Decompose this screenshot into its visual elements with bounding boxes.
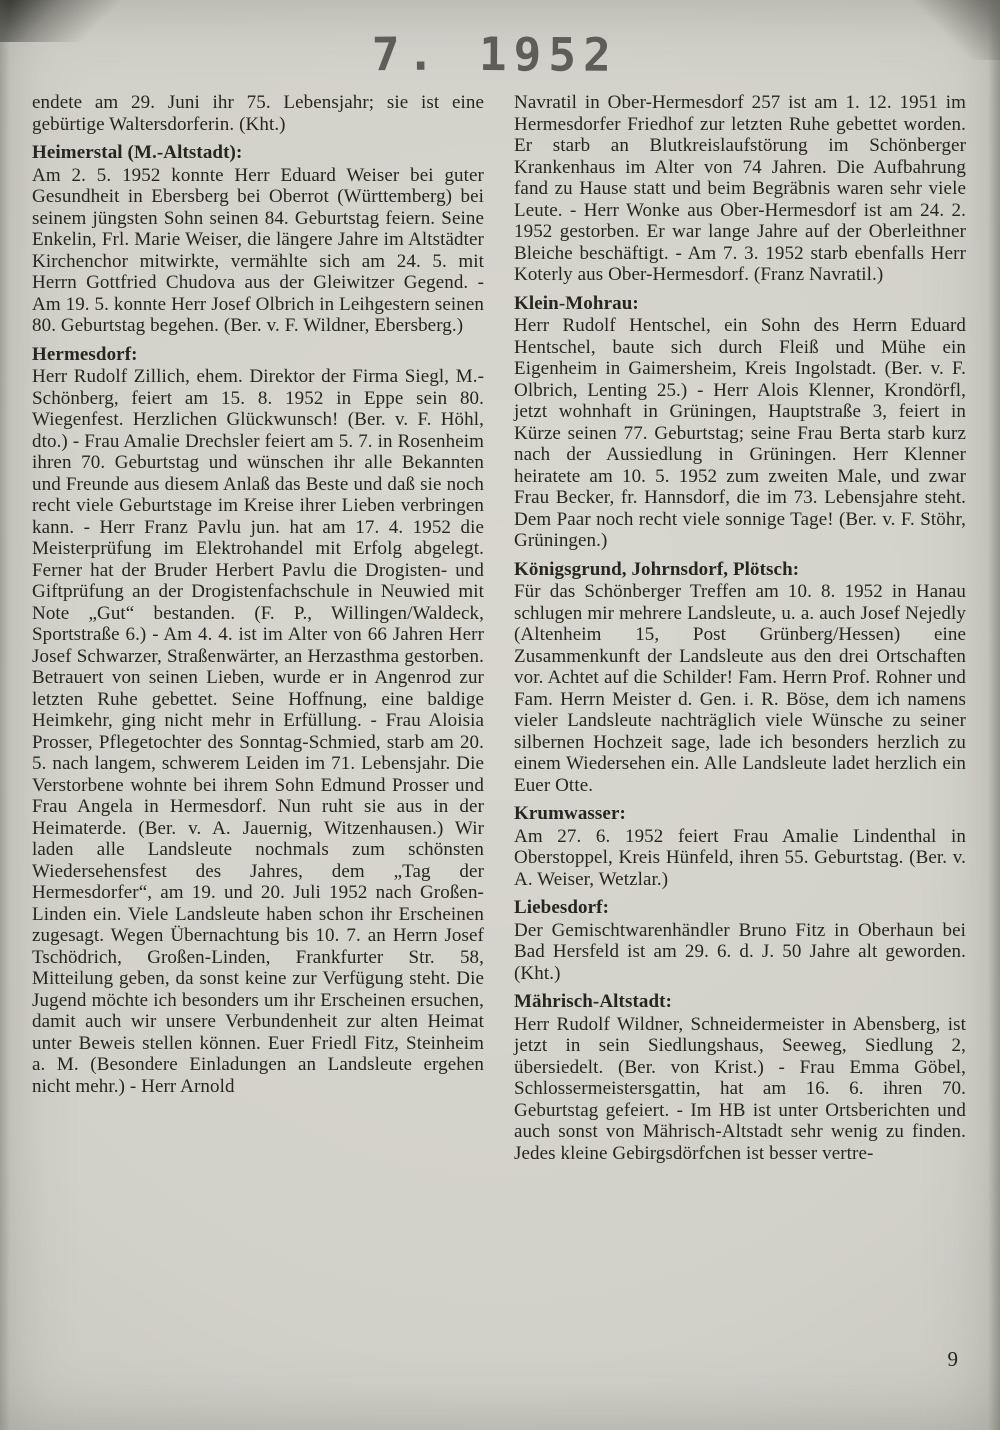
column-right	[514, 92, 966, 1165]
stamp-issue-number: 7.	[371, 26, 442, 82]
paragraph: Am 27. 6. 1952 feiert Frau Amalie Lindenthal in Oberstoppel, Kreis Hünfeld, ihren 55. Geburtstag. (Ber. v. A. Weiser, Wetzlar.)	[514, 825, 966, 890]
section-heading: Krumwasser:	[514, 803, 626, 824]
paragraph: Der Gemischtwarenhändler Bruno Fitz in Oberhaun bei Bad Hersfeld ist am 29. 6. d. J. 50 Jahre alt geworden. (Kht.)	[514, 919, 966, 984]
scan-shadow-left-edge	[0, 0, 10, 1430]
section-heading: Heimerstal (M.-Altstadt):	[32, 142, 243, 163]
section-heading: Königsgrund, Johrnsdorf, Plötsch:	[514, 558, 800, 580]
section-heading: Hermesdorf:	[32, 343, 138, 365]
section-heading: Klein-Mohrau:	[514, 292, 639, 314]
paragraph: Herr Rudolf Hentschel, ein Sohn des Herrn Eduard Hentschel, baute sich durch Fleiß und Mühe ein Eigenheim in Gaimersheim, Kreis Ingolstadt. (Ber. v. F. Olbrich, Lenting 25.) - Herr Alois Klenner, Krondörfl, jetzt wohnhaft in Grüningen, Hauptstraße 3, feiert in Kürze seinen 77. Geburtstag; seine Frau Berta starb kurz nach der Aussiedlung in Grüningen. Herr Klenner heiratete am 10. 5. 1952 zum zweiten Male, und zwar Frau Becker, fr. Hannsdorf, die im 73. Lebensjahre steht. Dem Paar noch recht viele sonnige Tage! (Ber. v. F. Stöhr, Grüningen.)	[514, 315, 966, 551]
section-heading: Liebesdorf:	[514, 897, 610, 918]
section-heading: Mährisch-Altstadt:	[514, 991, 673, 1012]
page-number: 9	[947, 1347, 958, 1371]
scan-shadow-right-edge	[988, 0, 1000, 1430]
paragraph: Am 2. 5. 1952 konnte Herr Eduard Weiser bei guter Gesundheit in Ebersberg bei Oberrot (Württemberg) bei seinem jüngsten Sohn seinen 84. Geburtstag feiern. Seine Enkelin, Frl. Marie Weiser, die längere Jahre im Altstädter Kirchenchor mitwirkte, vermählte sich am 24. 5. mit Herrn Gottfried Chudova aus der Gleiwitzer Gegend. - Am 19. 5. konnte Herr Josef Olbrich in Leihgestern seinen 80. Geburtstag begehen. (Ber. v. F. Wildner, Ebersberg.)	[32, 164, 484, 336]
paragraph: Herr Rudolf Wildner, Schneidermeister in Abensberg, ist jetzt in sein Siedlungshaus, Seeweg, Siedlung 2, übersiedelt. (Ber. von Krist.) - Frau Emma Göbel, Schlossermeistersgattin, hat am 16. 6. ihren 70. Geburtstag gefeiert. - Im HB ist unter Ortsberichten und auch sonst von Mährisch-Altstadt sehr wenig zu finden. Jedes kleine Gebirgsdörfchen ist besser vertre-	[514, 1013, 966, 1164]
paragraph: endete am 29. Juni ihr 75. Lebensjahr; sie ist eine gebürtige Waltersdorferin. (Kht.)	[32, 92, 484, 135]
text-columns	[32, 92, 966, 1165]
paragraph: Für das Schönberger Treffen am 10. 8. 1952 in Hanau schlugen mir mehrere Landsleute, u. a. auch Josef Nejedly (Altenheim 15, Post Grünberg/Hessen) eine Zusammenkunft der Landsleute aus den drei Ortschaften vor. Achtet auf die Schilder! Fam. Herrn Prof. Rohner und Fam. Herrn Meister d. Gen. i. R. Böse, dem ich namens vieler Landsleute nachträglich viele Wünsche zu seiner silbernen Hochzeit sage, lade ich besonders herzlich zu einem Wiedersehen ein. Alle Landsleute ladet herzlich ein Euer Otte.	[514, 581, 966, 796]
scan-shadow-top-left	[0, 0, 140, 42]
paragraph: Herr Rudolf Zillich, ehem. Direktor der Firma Siegl, M.-Schönberg, feiert am 15. 8. 1952 in Eppe sein 80. Wiegenfest. Herzlichen Glückwunsch! (Ber. v. F. Höhl, dto.) - Frau Amalie Drechsler feiert am 5. 7. in Rosenheim ihren 70. Geburtstag und wünschen ihr alle Bekannten und Freunde aus diesem Anlaß das Beste und daß sie noch recht viele Geburtstage im Kreise ihrer Lieben verbringen kann. - Herr Franz Pavlu jun. hat am 17. 4. 1952 die Meisterprüfung im Elektrohandel mit Erfolg abgelegt. Ferner hat der Bruder Herbert Pavlu die Drogisten- und Giftprüfung an der Drogistenfachschule in Neuwied mit Note „Gut“ bestanden. (F. P., Willingen/Waldeck, Sportstraße 6.) - Am 4. 4. ist im Alter von 66 Jahren Herr Josef Schwarzer, Straßenwärter, an Herzasthma gestorben. Betrauert von seinen Lieben, wurde er in Angenrod zur letzten Ruhe gebettet. Seine Hoffnung, eine baldige Heimkehr, ging nicht mehr in Erfüllung. - Frau Aloisia Prosser, Pflegetochter des Sonntag-Schmied, starb am 20. 5. nach langem, schwerem Leiden im 71. Lebensjahr. Die Verstorbene wohnte bei ihrem Sohn Edmund Prosser und Frau Angela in Hermesdorf. Nun ruht sie aus in der Heimaterde. (Ber. v. A. Jauernig, Witzenhausen.) Wir laden alle Landsleute nochmals zum schönsten Wiedersehensfest des Jahres, dem „Tag der Hermesdorfer“, am 19. und 20. Juli 1952 nach Großen-Linden ein. Viele Landsleute haben schon ihr Erscheinen zugesagt. Wegen Übernachtung bis 10. 7. an Herrn Josef Tschödrich, Großen-Linden, Frankfurter Str. 58, Mitteilung geben, da sonst keine zur Verfügung steht. Die Jugend möchte ich besonders um ihr Erscheinen ersuchen, damit auch wir unsere Verbundenheit zur alten Heimat unter Beweis stellen können. Euer Friedl Fitz, Steinheim a. M. (Besondere Einladungen an Landsleute ergehen nicht mehr.) - Herr Arnold	[32, 366, 484, 1097]
column-left	[32, 92, 484, 1165]
date-stamp	[371, 26, 619, 82]
stamp-year: 1952	[479, 26, 619, 82]
scan-shadow-top-right	[910, 0, 1000, 60]
paragraph: Navratil in Ober-Hermesdorf 257 ist am 1. 12. 1951 im Hermesdorfer Friedhof zur letzten Ruhe gebettet worden. Er starb an Blutkreislaufstörung im Schönberger Krankenhaus im Alter von 74 Jahren. Die Aufbahrung fand zu Hause statt und beim Begräbnis waren sehr viele Leute. - Herr Wonke aus Ober-Hermesdorf ist am 24. 2. 1952 gestorben. Er war lange Jahre auf der Oberleithner Bleiche beschäftigt. - Am 7. 3. 1952 starb ebenfalls Herr Koterly aus Ober-Hermesdorf. (Franz Navratil.)	[514, 92, 966, 285]
